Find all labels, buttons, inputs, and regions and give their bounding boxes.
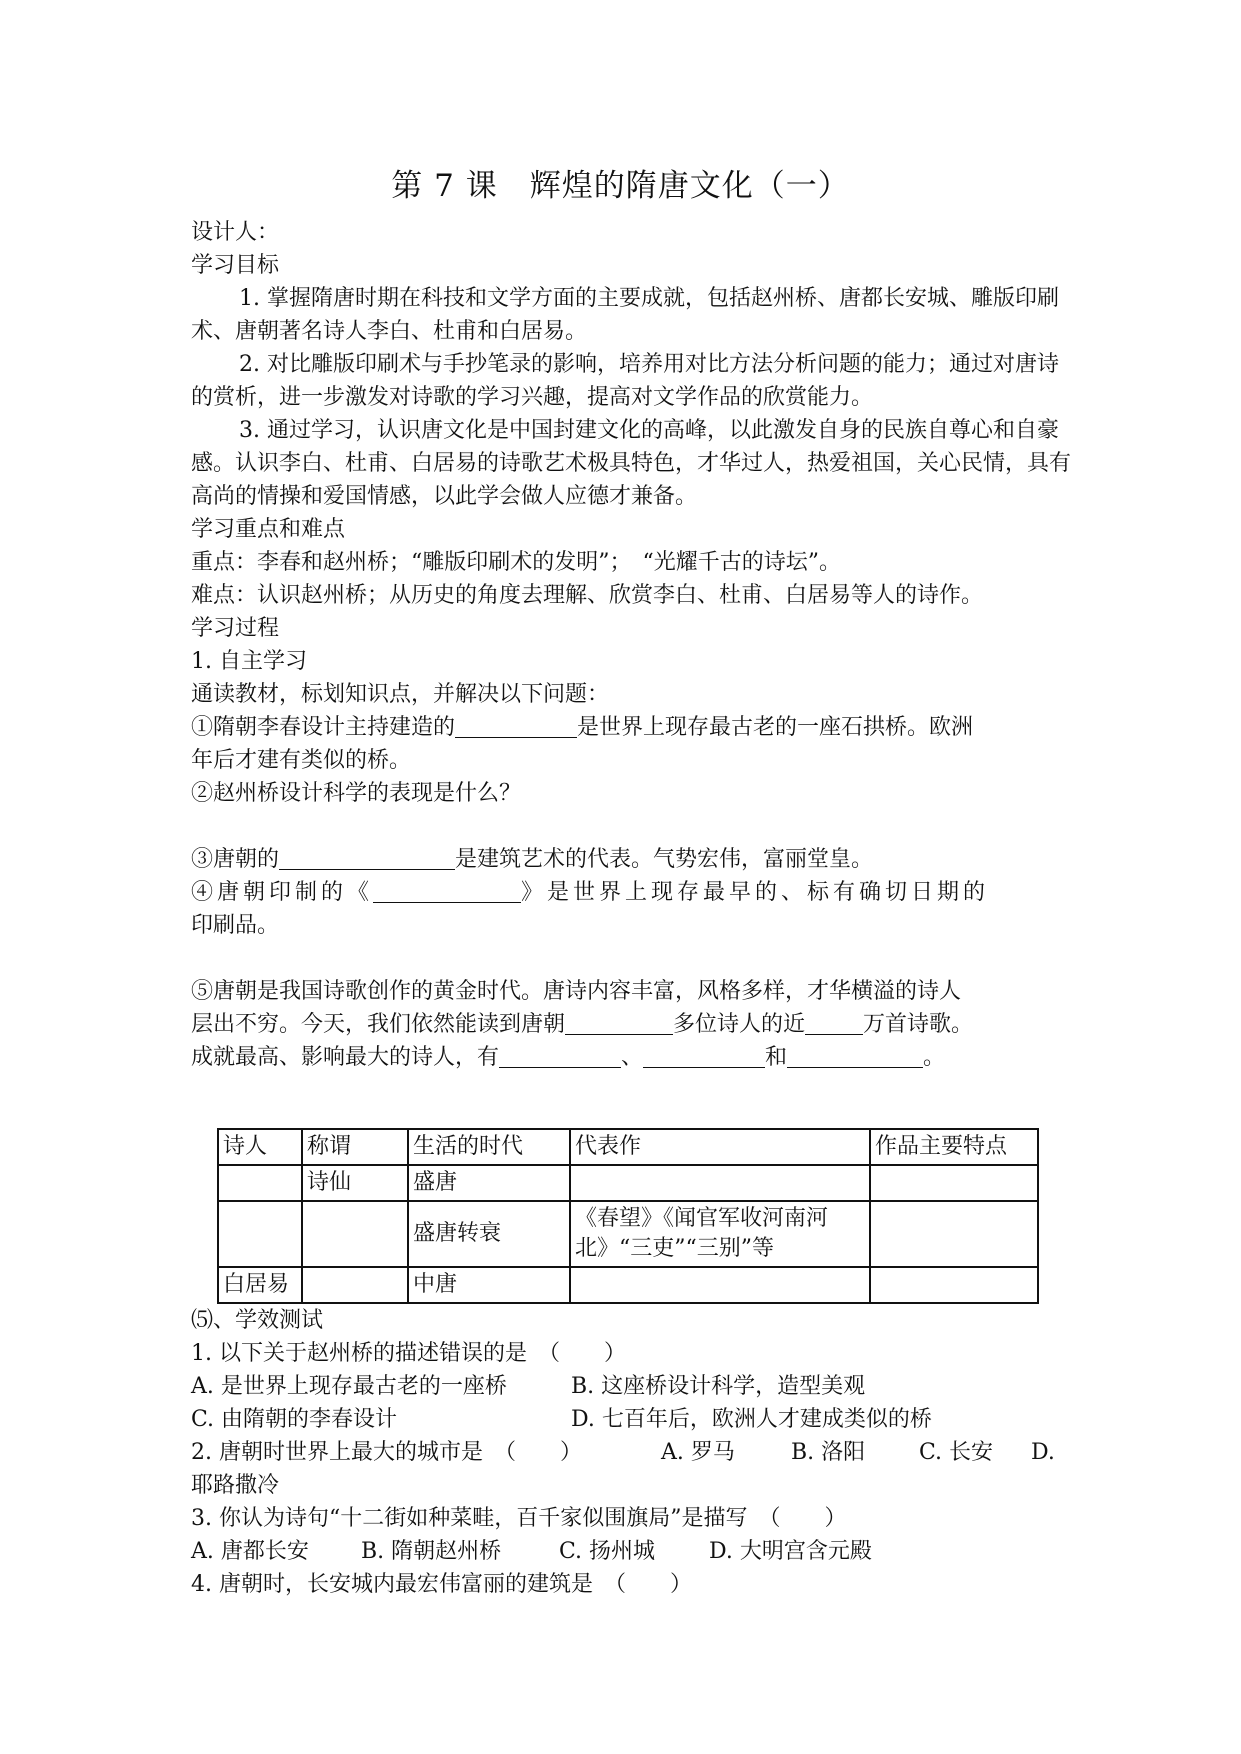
test-q1-options-ab [191, 1370, 1071, 1403]
q4-text-a: ④唐朝印制的《 [191, 880, 374, 905]
q5-blank-poet-2[interactable] [643, 1045, 765, 1068]
table-row [218, 1165, 1038, 1201]
q5-blank-count[interactable] [565, 1012, 673, 1035]
option-d[interactable]: D. [1031, 1440, 1055, 1465]
key-heading: 学习重点和难点 [191, 517, 346, 542]
table-row [218, 1267, 1038, 1303]
q5-blank-poems[interactable] [805, 1012, 863, 1035]
q5-text-d: 成就最高、影响最大的诗人，有 [191, 1045, 500, 1070]
difficult-point: 难点：认识赵州桥；从历史的角度去理解、欣赏李白、杜甫、白居易等人的诗作。 [191, 583, 984, 608]
option-c[interactable]: C. 扬州城 [559, 1539, 656, 1564]
table-cell: 盛唐 [408, 1165, 570, 1201]
q5-end: 。 [923, 1045, 946, 1070]
test-q2-text: 2. 唐朝时世界上最大的城市是 （ ） [191, 1440, 582, 1465]
q1-text-b: 是世界上现存最古老的一座石拱桥。欧洲 [577, 715, 974, 740]
spacer [191, 942, 1071, 975]
header-works: 代表作 [570, 1129, 870, 1165]
q4-text-b: 》是世界上现存最早的、标有确切日期的 [521, 880, 990, 905]
option-b[interactable]: B. 这座桥设计科学，造型美观 [571, 1374, 866, 1399]
table-cell[interactable] [870, 1201, 1038, 1267]
option-a[interactable]: A. 罗马 [661, 1440, 735, 1465]
q5-text-a: 层出不穷。今天，我们依然能读到唐朝 [191, 1012, 566, 1037]
header-era: 生活的时代 [408, 1129, 570, 1165]
question-5-line-2 [191, 1008, 1071, 1041]
q3-text-b: 是建筑艺术的代表。气势宏伟，富丽堂皇。 [455, 847, 874, 872]
option-b[interactable]: B. 隋朝赵州桥 [361, 1539, 502, 1564]
header-title: 称谓 [302, 1129, 408, 1165]
test-q1: 1. 以下关于赵州桥的描述错误的是 （ ） [191, 1341, 626, 1366]
test-heading: ⑸、学效测试 [191, 1308, 324, 1333]
question-1 [191, 711, 1071, 744]
answer-space[interactable] [191, 810, 1071, 843]
question-3 [191, 843, 1071, 876]
goal-2: 2. 对比雕版印刷术与手抄笔录的影响，培养用对比方法分析问题的能力；通过对唐诗的赏析，进一步激发对诗歌的学习兴趣，提高对文学作品的欣赏能力。 [191, 352, 1059, 410]
test-q3-options [191, 1535, 1071, 1568]
header-features: 作品主要特点 [870, 1129, 1038, 1165]
question-5-line-1: ⑤唐朝是我国诗歌创作的黄金时代。唐诗内容丰富，风格多样，才华横溢的诗人 [191, 979, 962, 1004]
table-cell: 白居易 [218, 1267, 302, 1303]
designer-label: 设计人： [191, 220, 280, 245]
test-q2 [191, 1436, 1071, 1469]
table-cell[interactable] [218, 1201, 302, 1267]
q5-blank-poet-1[interactable] [499, 1045, 621, 1068]
self-study-heading: 1. 自主学习 [191, 649, 307, 674]
q5-separator-1: 、 [621, 1045, 644, 1070]
q5-text-b: 多位诗人的近 [673, 1012, 806, 1037]
table-cell: 中唐 [408, 1267, 570, 1303]
option-a[interactable]: A. 是世界上现存最古老的一座桥 [191, 1374, 507, 1399]
table-cell[interactable] [870, 1267, 1038, 1303]
test-q4: 4. 唐朝时，长安城内最宏伟富丽的建筑是 （ ） [191, 1572, 692, 1597]
table-cell[interactable] [570, 1165, 870, 1201]
table-cell[interactable] [302, 1267, 408, 1303]
table-cell: 诗仙 [302, 1165, 408, 1201]
q5-text-c: 万首诗歌。 [863, 1012, 974, 1037]
table-cell[interactable] [570, 1267, 870, 1303]
worksheet-content [191, 216, 1071, 1601]
question-4-cont: 印刷品。 [191, 913, 280, 938]
test-q1-options-cd [191, 1403, 1071, 1436]
key-point: 重点：李春和赵州桥；“雕版印刷术的发明”； “光耀千古的诗坛”。 [191, 550, 841, 575]
table-cell[interactable] [870, 1165, 1038, 1201]
table-cell[interactable] [218, 1165, 302, 1201]
header-poet: 诗人 [218, 1129, 302, 1165]
question-4 [191, 876, 1071, 909]
process-heading: 学习过程 [191, 616, 280, 641]
option-d[interactable]: D. 七百年后，欧洲人才建成类似的桥 [571, 1407, 932, 1432]
option-a[interactable]: A. 唐都长安 [191, 1539, 309, 1564]
q4-blank[interactable] [373, 880, 521, 903]
goals-heading: 学习目标 [191, 253, 280, 278]
table-cell[interactable] [302, 1201, 408, 1267]
q3-text-a: ③唐朝的 [191, 847, 280, 872]
page-title: 第 7 课 辉煌的隋唐文化（一） [391, 168, 850, 204]
question-1-cont: 年后才建有类似的桥。 [191, 748, 412, 773]
spacer [191, 1074, 1071, 1128]
test-q3: 3. 你认为诗句“十二街如种菜畦，百千家似围旗局”是描写 （ ） [191, 1506, 847, 1531]
table-header-row [218, 1129, 1038, 1165]
self-study-intro: 通读教材，标划知识点，并解决以下问题： [191, 682, 610, 707]
table-cell: 盛唐转衰 [408, 1201, 570, 1267]
table-row [218, 1201, 1038, 1267]
question-5-line-3 [191, 1041, 1071, 1074]
goal-1: 1. 掌握隋唐时期在科技和文学方面的主要成就，包括赵州桥、唐都长安城、雕版印刷术、唐朝著名诗人李白、杜甫和白居易。 [191, 286, 1059, 344]
q1-text-a: ①隋朝李春设计主持建造的 [191, 715, 456, 740]
option-d[interactable]: D. 大明宫含元殿 [709, 1539, 872, 1564]
q3-blank[interactable] [279, 847, 455, 870]
question-2: ②赵州桥设计科学的表现是什么？ [191, 781, 522, 806]
table-cell: 《春望》《闻官军收河南河北》“三吏”“三别”等 [570, 1201, 870, 1267]
poets-table [217, 1128, 1039, 1304]
option-c[interactable]: C. 长安 [919, 1440, 994, 1465]
option-b[interactable]: B. 洛阳 [791, 1440, 866, 1465]
q5-blank-poet-3[interactable] [787, 1045, 923, 1068]
q5-separator-2: 和 [765, 1045, 788, 1070]
goal-3: 3. 通过学习，认识唐文化是中国封建文化的高峰，以此激发自身的民族自尊心和自豪感。认识李白、杜甫、白居易的诗歌艺术极具特色，才华过人，热爱祖国，关心民情，具有高尚的情操和爱国情感，以此学会做人应德才兼备。 [191, 418, 1072, 509]
q1-blank[interactable] [455, 715, 577, 738]
option-c[interactable]: C. 由隋朝的李春设计 [191, 1407, 398, 1432]
test-q2-cont[interactable]: 耶路撒冷 [191, 1473, 280, 1498]
